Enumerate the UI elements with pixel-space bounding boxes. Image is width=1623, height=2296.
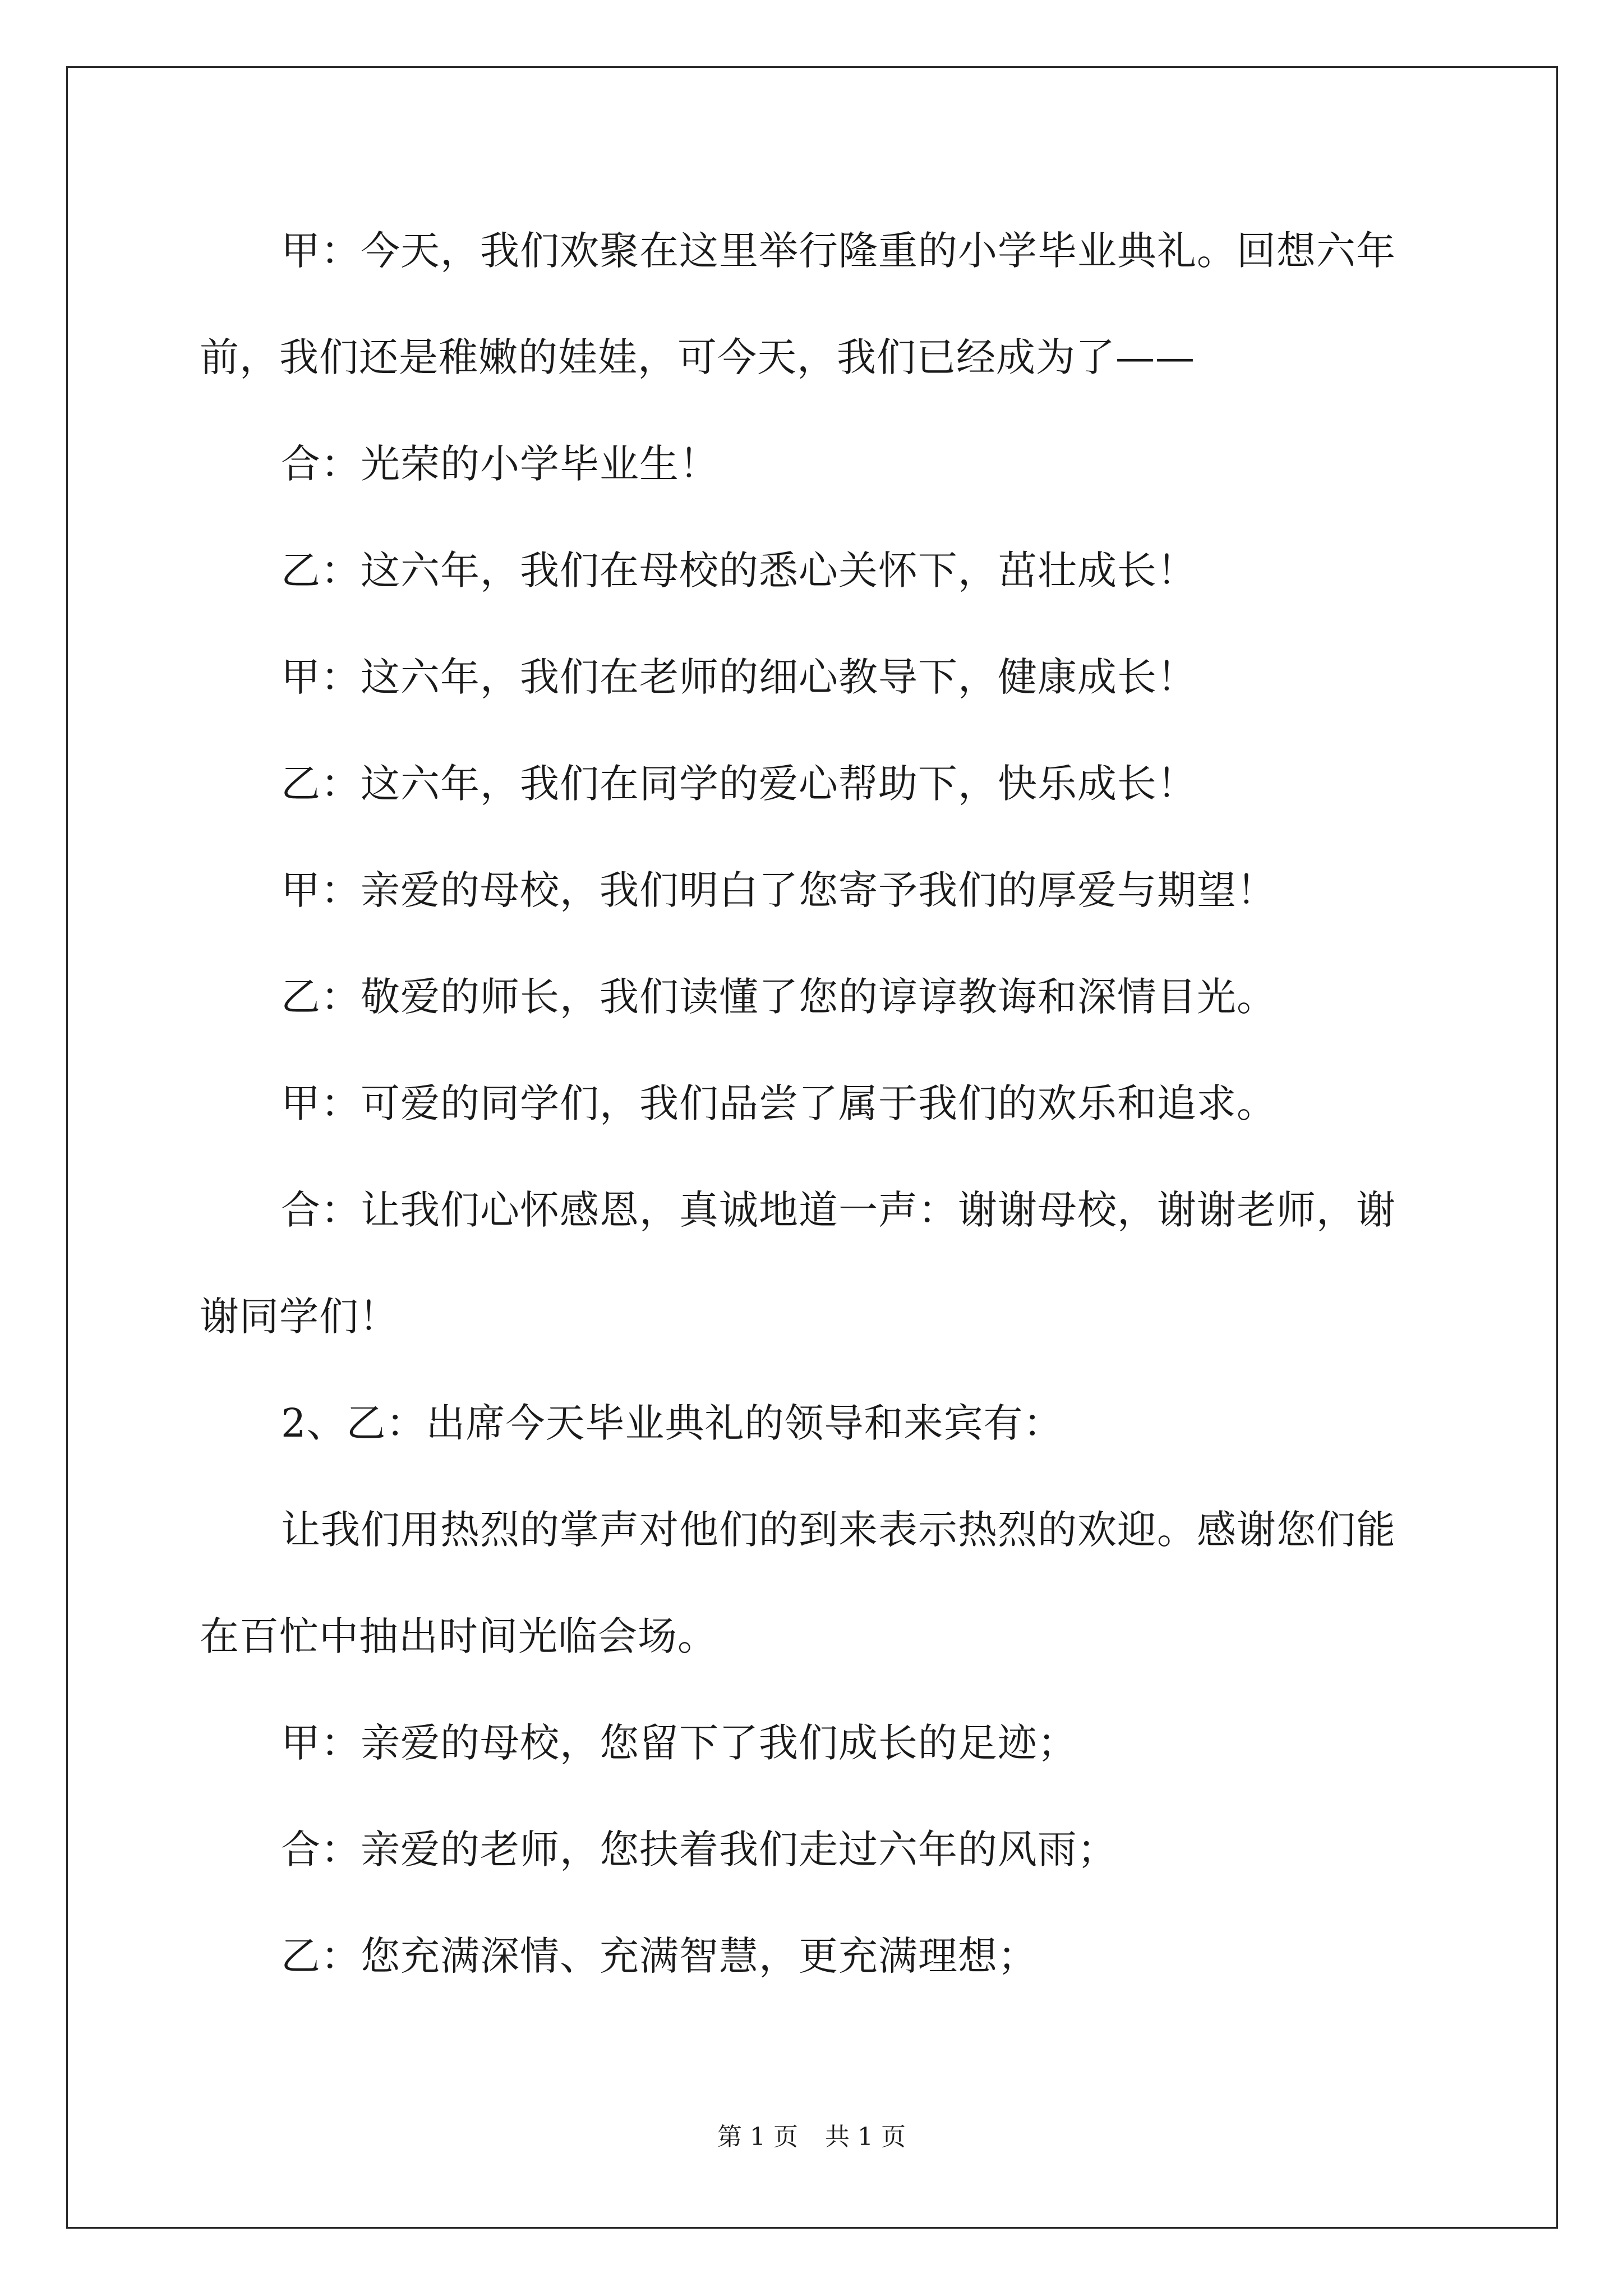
page-number-current: 第 1 页 <box>717 2123 798 2151</box>
paragraph-11: 让我们用热烈的掌声对他们的到来表示热烈的欢迎。感谢您们能在百忙中抽出时间光临会场。 <box>200 1507 1396 1659</box>
paragraph-1: 甲：今天，我们欢聚在这里举行隆重的小学毕业典礼。回想六年前，我们还是稚嫩的娃娃，可今天，我们已经成为了—— <box>200 228 1396 380</box>
paragraph-4: 甲：这六年，我们在老师的细心教导下，健康成长！ <box>281 654 1197 700</box>
paragraph-13: 合：亲爱的老师，您扶着我们走过六年的风雨； <box>281 1826 1117 1872</box>
paragraph-14: 乙：您充满深情、充满智慧，更充满理想； <box>281 1933 1038 1979</box>
paragraph-7: 乙：敬爱的师长，我们读懂了您的谆谆教诲和深情目光。 <box>281 974 1276 1020</box>
page-footer <box>0 2120 1623 2154</box>
paragraph-5: 乙：这六年，我们在同学的爱心帮助下，快乐成长！ <box>281 761 1197 807</box>
paragraph-12: 甲：亲爱的母校，您留下了我们成长的足迹； <box>281 1720 1077 1766</box>
paragraph-3: 乙：这六年，我们在母校的悉心关怀下，茁壮成长！ <box>281 547 1197 593</box>
paragraph-6: 甲：亲爱的母校，我们明白了您寄予我们的厚爱与期望！ <box>281 867 1276 913</box>
paragraph-2: 合：光荣的小学毕业生！ <box>281 441 719 487</box>
page-number-total: 共 1 页 <box>825 2123 906 2151</box>
paragraph-8: 甲：可爱的同学们，我们品尝了属于我们的欢乐和追求。 <box>281 1080 1276 1126</box>
paragraph-10: 2、乙：出席今天毕业典礼的领导和来宾有： <box>281 1400 1063 1446</box>
paragraph-9: 合：让我们心怀感恩，真诚地道一声：谢谢母校，谢谢老师，谢谢同学们！ <box>200 1187 1396 1340</box>
